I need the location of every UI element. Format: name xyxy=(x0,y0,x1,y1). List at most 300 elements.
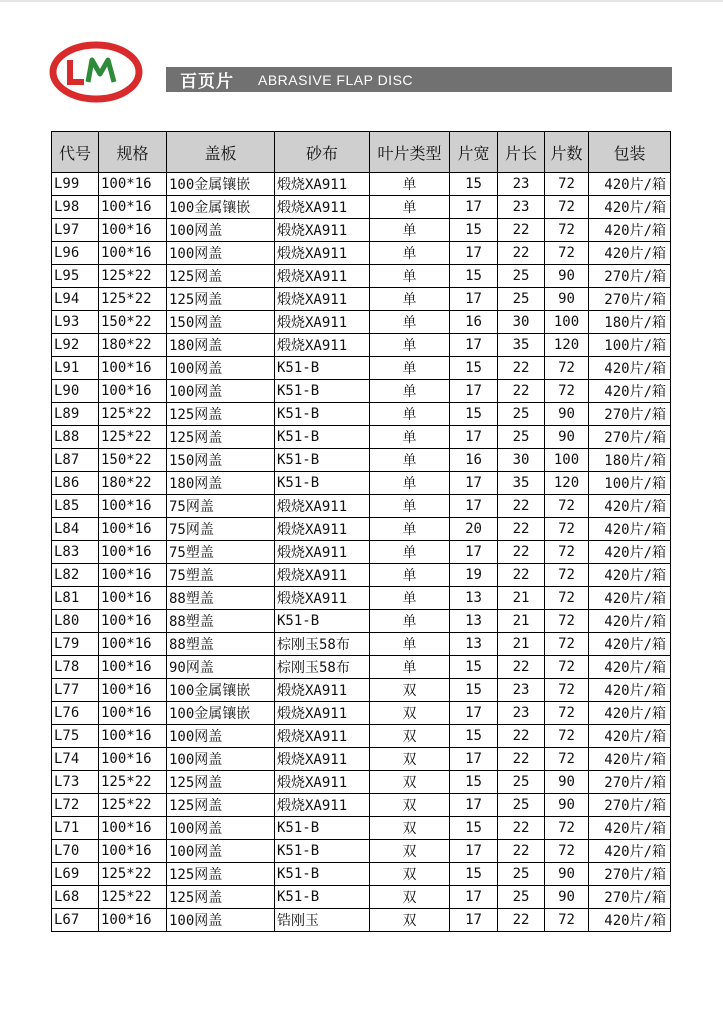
table-row xyxy=(52,909,671,932)
cell-packing: 100片/箱 xyxy=(589,472,671,495)
cell-flap-type: 单 xyxy=(370,472,450,495)
cell-flap-length: 30 xyxy=(498,449,545,472)
table-row xyxy=(52,449,671,472)
cell-packing: 420片/箱 xyxy=(589,725,671,748)
cell-cloth: 煅烧XA911 xyxy=(275,702,370,725)
cell-code: L99 xyxy=(52,173,99,196)
cell-flap-width: 17 xyxy=(450,840,498,863)
table-row xyxy=(52,173,671,196)
cell-cloth: K51-B xyxy=(275,610,370,633)
cell-packing: 180片/箱 xyxy=(589,311,671,334)
cell-cloth: 煅烧XA911 xyxy=(275,311,370,334)
cell-packing: 270片/箱 xyxy=(589,886,671,909)
cell-flap-count: 120 xyxy=(545,472,589,495)
cell-flap-length: 22 xyxy=(498,495,545,518)
table-row xyxy=(52,840,671,863)
cell-flap-length: 25 xyxy=(498,403,545,426)
table-row xyxy=(52,587,671,610)
cell-packing: 420片/箱 xyxy=(589,610,671,633)
cell-cloth: 棕刚玉58布 xyxy=(275,656,370,679)
cell-cover: 100网盖 xyxy=(167,357,275,380)
table-row xyxy=(52,610,671,633)
cell-flap-length: 22 xyxy=(498,357,545,380)
cell-cover: 90网盖 xyxy=(167,656,275,679)
cell-cover: 88塑盖 xyxy=(167,633,275,656)
cell-cover: 125网盖 xyxy=(167,403,275,426)
cell-cover: 125网盖 xyxy=(167,863,275,886)
cell-cover: 150网盖 xyxy=(167,311,275,334)
cell-flap-type: 双 xyxy=(370,771,450,794)
cell-packing: 420片/箱 xyxy=(589,587,671,610)
cell-packing: 420片/箱 xyxy=(589,748,671,771)
cell-flap-type: 双 xyxy=(370,725,450,748)
cell-flap-length: 22 xyxy=(498,840,545,863)
cell-flap-count: 72 xyxy=(545,679,589,702)
cell-code: L93 xyxy=(52,311,99,334)
cell-size: 100*16 xyxy=(99,587,167,610)
cell-cloth: K51-B xyxy=(275,380,370,403)
cell-flap-length: 30 xyxy=(498,311,545,334)
table-row xyxy=(52,426,671,449)
cell-flap-type: 双 xyxy=(370,748,450,771)
cell-packing: 420片/箱 xyxy=(589,357,671,380)
column-header-code: 代号 xyxy=(52,132,99,173)
cell-code: L78 xyxy=(52,656,99,679)
cell-size: 100*16 xyxy=(99,242,167,265)
cell-flap-length: 22 xyxy=(498,564,545,587)
cell-flap-type: 单 xyxy=(370,587,450,610)
cell-cloth: 煅烧XA911 xyxy=(275,725,370,748)
table-row xyxy=(52,288,671,311)
cell-flap-count: 72 xyxy=(545,357,589,380)
cell-flap-width: 17 xyxy=(450,541,498,564)
cell-flap-type: 双 xyxy=(370,909,450,932)
cell-size: 150*22 xyxy=(99,449,167,472)
cell-size: 100*16 xyxy=(99,725,167,748)
cell-cover: 88塑盖 xyxy=(167,587,275,610)
cell-packing: 270片/箱 xyxy=(589,863,671,886)
top-divider xyxy=(0,0,723,2)
cell-flap-length: 25 xyxy=(498,771,545,794)
cell-flap-count: 90 xyxy=(545,426,589,449)
cell-flap-count: 72 xyxy=(545,518,589,541)
cell-cover: 75塑盖 xyxy=(167,541,275,564)
cell-flap-count: 72 xyxy=(545,541,589,564)
cell-size: 150*22 xyxy=(99,311,167,334)
cell-flap-type: 单 xyxy=(370,357,450,380)
cell-packing: 270片/箱 xyxy=(589,794,671,817)
cell-flap-length: 25 xyxy=(498,265,545,288)
cell-flap-length: 22 xyxy=(498,219,545,242)
cell-flap-width: 15 xyxy=(450,265,498,288)
cell-size: 100*16 xyxy=(99,495,167,518)
cell-cloth: 煅烧XA911 xyxy=(275,288,370,311)
table-row xyxy=(52,633,671,656)
cell-flap-width: 15 xyxy=(450,771,498,794)
cell-flap-length: 22 xyxy=(498,242,545,265)
cell-cover: 100金属镶嵌 xyxy=(167,173,275,196)
cell-size: 100*16 xyxy=(99,610,167,633)
cell-flap-width: 17 xyxy=(450,748,498,771)
cell-flap-type: 单 xyxy=(370,334,450,357)
cell-flap-type: 双 xyxy=(370,840,450,863)
cell-flap-count: 90 xyxy=(545,288,589,311)
cell-code: L68 xyxy=(52,886,99,909)
cell-packing: 420片/箱 xyxy=(589,702,671,725)
cell-flap-type: 单 xyxy=(370,633,450,656)
table-row xyxy=(52,541,671,564)
cell-code: L71 xyxy=(52,817,99,840)
cell-code: L96 xyxy=(52,242,99,265)
cell-flap-length: 22 xyxy=(498,541,545,564)
cell-size: 100*16 xyxy=(99,633,167,656)
table-row xyxy=(52,725,671,748)
cell-size: 100*16 xyxy=(99,564,167,587)
cell-packing: 420片/箱 xyxy=(589,679,671,702)
cell-code: L95 xyxy=(52,265,99,288)
table-row xyxy=(52,495,671,518)
cell-flap-width: 15 xyxy=(450,817,498,840)
cell-size: 100*16 xyxy=(99,909,167,932)
column-header-flap-type: 叶片类型 xyxy=(370,132,450,173)
cell-cloth: K51-B xyxy=(275,840,370,863)
cell-size: 125*22 xyxy=(99,886,167,909)
cell-code: L67 xyxy=(52,909,99,932)
cell-cloth: 煅烧XA911 xyxy=(275,794,370,817)
cell-flap-length: 22 xyxy=(498,909,545,932)
cell-cover: 100网盖 xyxy=(167,725,275,748)
cell-cloth: 煅烧XA911 xyxy=(275,564,370,587)
cell-flap-count: 72 xyxy=(545,702,589,725)
table-row xyxy=(52,242,671,265)
cell-flap-length: 22 xyxy=(498,725,545,748)
cell-cloth: 煅烧XA911 xyxy=(275,495,370,518)
cell-flap-count: 72 xyxy=(545,173,589,196)
cell-flap-count: 120 xyxy=(545,334,589,357)
table-row xyxy=(52,196,671,219)
cell-size: 125*22 xyxy=(99,794,167,817)
cell-flap-count: 90 xyxy=(545,403,589,426)
cell-flap-count: 72 xyxy=(545,909,589,932)
cell-cloth: 煅烧XA911 xyxy=(275,265,370,288)
cell-packing: 420片/箱 xyxy=(589,380,671,403)
cell-code: L72 xyxy=(52,794,99,817)
cell-flap-width: 17 xyxy=(450,242,498,265)
cell-flap-type: 单 xyxy=(370,541,450,564)
cell-flap-width: 16 xyxy=(450,449,498,472)
cell-cover: 100金属镶嵌 xyxy=(167,679,275,702)
cell-cloth: 锆刚玉 xyxy=(275,909,370,932)
column-header-cloth: 砂布 xyxy=(275,132,370,173)
cell-flap-type: 单 xyxy=(370,311,450,334)
table-row xyxy=(52,702,671,725)
cell-cover: 125网盖 xyxy=(167,794,275,817)
cell-packing: 420片/箱 xyxy=(589,242,671,265)
cell-flap-count: 90 xyxy=(545,886,589,909)
cell-size: 125*22 xyxy=(99,265,167,288)
company-logo xyxy=(48,40,144,104)
cell-flap-length: 23 xyxy=(498,679,545,702)
cell-flap-type: 单 xyxy=(370,449,450,472)
cell-size: 100*16 xyxy=(99,702,167,725)
cell-cloth: 煅烧XA911 xyxy=(275,219,370,242)
cell-code: L90 xyxy=(52,380,99,403)
cell-flap-count: 72 xyxy=(545,725,589,748)
table-row xyxy=(52,679,671,702)
cell-flap-type: 单 xyxy=(370,265,450,288)
cell-flap-width: 17 xyxy=(450,380,498,403)
cell-flap-type: 双 xyxy=(370,817,450,840)
cell-size: 100*16 xyxy=(99,196,167,219)
cell-flap-width: 15 xyxy=(450,219,498,242)
cell-cover: 75网盖 xyxy=(167,495,275,518)
cell-flap-width: 15 xyxy=(450,679,498,702)
cell-size: 100*16 xyxy=(99,748,167,771)
column-header-size: 规格 xyxy=(99,132,167,173)
cell-cover: 100网盖 xyxy=(167,242,275,265)
cell-flap-count: 72 xyxy=(545,196,589,219)
cell-code: L76 xyxy=(52,702,99,725)
cell-cloth: 煅烧XA911 xyxy=(275,748,370,771)
table-row xyxy=(52,564,671,587)
cell-flap-width: 16 xyxy=(450,311,498,334)
cell-flap-length: 22 xyxy=(498,380,545,403)
cell-packing: 420片/箱 xyxy=(589,817,671,840)
cell-packing: 270片/箱 xyxy=(589,771,671,794)
cell-cover: 125网盖 xyxy=(167,886,275,909)
cell-flap-type: 单 xyxy=(370,196,450,219)
cell-cloth: 煅烧XA911 xyxy=(275,541,370,564)
table-header-row xyxy=(52,132,671,173)
cell-cloth: 煅烧XA911 xyxy=(275,173,370,196)
cell-flap-length: 21 xyxy=(498,610,545,633)
cell-cloth: K51-B xyxy=(275,472,370,495)
table-row xyxy=(52,817,671,840)
cell-cover: 100网盖 xyxy=(167,748,275,771)
cell-flap-type: 单 xyxy=(370,656,450,679)
title-cn: 百页片 xyxy=(180,72,234,92)
cell-size: 125*22 xyxy=(99,863,167,886)
cell-code: L92 xyxy=(52,334,99,357)
cell-code: L81 xyxy=(52,587,99,610)
cell-packing: 270片/箱 xyxy=(589,426,671,449)
cell-flap-type: 双 xyxy=(370,702,450,725)
cell-cloth: 煅烧XA911 xyxy=(275,518,370,541)
cell-flap-type: 双 xyxy=(370,886,450,909)
cell-size: 100*16 xyxy=(99,219,167,242)
cell-flap-length: 25 xyxy=(498,886,545,909)
cell-flap-type: 单 xyxy=(370,564,450,587)
cell-packing: 420片/箱 xyxy=(589,518,671,541)
cell-flap-count: 72 xyxy=(545,817,589,840)
table-row xyxy=(52,403,671,426)
cell-code: L79 xyxy=(52,633,99,656)
table-row xyxy=(52,886,671,909)
cell-code: L82 xyxy=(52,564,99,587)
table-row xyxy=(52,311,671,334)
cell-packing: 420片/箱 xyxy=(589,656,671,679)
cell-flap-width: 17 xyxy=(450,886,498,909)
cell-cover: 125网盖 xyxy=(167,426,275,449)
cell-flap-width: 15 xyxy=(450,656,498,679)
cell-flap-length: 25 xyxy=(498,863,545,886)
cell-cover: 100网盖 xyxy=(167,909,275,932)
cell-code: L75 xyxy=(52,725,99,748)
cell-code: L88 xyxy=(52,426,99,449)
cell-cover: 75网盖 xyxy=(167,518,275,541)
title-banner xyxy=(166,67,672,92)
cell-cloth: K51-B xyxy=(275,403,370,426)
cell-packing: 270片/箱 xyxy=(589,288,671,311)
cell-flap-count: 72 xyxy=(545,840,589,863)
cell-packing: 100片/箱 xyxy=(589,334,671,357)
cell-flap-width: 15 xyxy=(450,863,498,886)
cell-flap-width: 13 xyxy=(450,587,498,610)
column-header-flap-count: 片数 xyxy=(545,132,589,173)
cell-flap-type: 单 xyxy=(370,403,450,426)
cell-flap-width: 17 xyxy=(450,288,498,311)
cell-cover: 100金属镶嵌 xyxy=(167,702,275,725)
cell-flap-width: 17 xyxy=(450,794,498,817)
cell-size: 100*16 xyxy=(99,840,167,863)
cell-cloth: K51-B xyxy=(275,817,370,840)
cell-flap-length: 35 xyxy=(498,334,545,357)
cell-flap-type: 单 xyxy=(370,610,450,633)
table-row xyxy=(52,334,671,357)
cell-code: L91 xyxy=(52,357,99,380)
cell-cloth: 煅烧XA911 xyxy=(275,334,370,357)
cell-flap-width: 15 xyxy=(450,357,498,380)
table-row xyxy=(52,518,671,541)
cell-size: 100*16 xyxy=(99,817,167,840)
cell-flap-count: 72 xyxy=(545,748,589,771)
cell-flap-width: 17 xyxy=(450,495,498,518)
cell-cover: 125网盖 xyxy=(167,288,275,311)
table-row xyxy=(52,863,671,886)
table-row xyxy=(52,771,671,794)
cell-flap-width: 17 xyxy=(450,909,498,932)
cell-packing: 420片/箱 xyxy=(589,840,671,863)
cell-flap-length: 22 xyxy=(498,656,545,679)
cell-cover: 125网盖 xyxy=(167,771,275,794)
cell-flap-length: 22 xyxy=(498,817,545,840)
cell-cloth: 煅烧XA911 xyxy=(275,196,370,219)
cell-flap-count: 100 xyxy=(545,311,589,334)
cell-cover: 100网盖 xyxy=(167,817,275,840)
cell-size: 100*16 xyxy=(99,518,167,541)
cell-flap-length: 25 xyxy=(498,426,545,449)
cell-flap-length: 22 xyxy=(498,518,545,541)
cell-flap-type: 单 xyxy=(370,426,450,449)
cell-flap-count: 72 xyxy=(545,380,589,403)
cell-cover: 150网盖 xyxy=(167,449,275,472)
cell-cover: 88塑盖 xyxy=(167,610,275,633)
cell-code: L84 xyxy=(52,518,99,541)
cell-flap-width: 19 xyxy=(450,564,498,587)
cell-flap-type: 单 xyxy=(370,173,450,196)
cell-packing: 180片/箱 xyxy=(589,449,671,472)
cell-code: L73 xyxy=(52,771,99,794)
table-body xyxy=(52,173,671,932)
cell-cloth: 煅烧XA911 xyxy=(275,587,370,610)
cell-flap-count: 72 xyxy=(545,219,589,242)
cell-flap-type: 单 xyxy=(370,380,450,403)
cell-packing: 420片/箱 xyxy=(589,541,671,564)
cell-packing: 420片/箱 xyxy=(589,196,671,219)
cell-size: 100*16 xyxy=(99,541,167,564)
cell-packing: 420片/箱 xyxy=(589,173,671,196)
column-header-flap-length: 片长 xyxy=(498,132,545,173)
cell-flap-type: 单 xyxy=(370,288,450,311)
cell-cloth: K51-B xyxy=(275,863,370,886)
cell-packing: 420片/箱 xyxy=(589,633,671,656)
cell-size: 125*22 xyxy=(99,403,167,426)
table-row xyxy=(52,265,671,288)
cell-size: 100*16 xyxy=(99,679,167,702)
cell-flap-type: 单 xyxy=(370,518,450,541)
title-en: ABRASIVE FLAP DISC xyxy=(258,71,414,88)
cell-code: L80 xyxy=(52,610,99,633)
table-row xyxy=(52,357,671,380)
cell-cover: 100金属镶嵌 xyxy=(167,196,275,219)
cell-size: 100*16 xyxy=(99,357,167,380)
cell-cloth: K51-B xyxy=(275,357,370,380)
cell-flap-length: 22 xyxy=(498,748,545,771)
cell-code: L98 xyxy=(52,196,99,219)
column-header-flap-width: 片宽 xyxy=(450,132,498,173)
cell-flap-count: 90 xyxy=(545,265,589,288)
cell-packing: 420片/箱 xyxy=(589,909,671,932)
cell-size: 100*16 xyxy=(99,173,167,196)
cell-cloth: K51-B xyxy=(275,449,370,472)
cell-size: 125*22 xyxy=(99,771,167,794)
cell-code: L94 xyxy=(52,288,99,311)
table-row xyxy=(52,219,671,242)
cell-flap-count: 90 xyxy=(545,771,589,794)
cell-flap-width: 17 xyxy=(450,426,498,449)
cell-flap-type: 单 xyxy=(370,242,450,265)
cell-code: L85 xyxy=(52,495,99,518)
cell-packing: 420片/箱 xyxy=(589,564,671,587)
cell-cover: 180网盖 xyxy=(167,472,275,495)
cell-packing: 420片/箱 xyxy=(589,219,671,242)
cell-code: L69 xyxy=(52,863,99,886)
table-row xyxy=(52,794,671,817)
table-row xyxy=(52,748,671,771)
product-spec-table xyxy=(51,131,671,932)
cell-cloth: 煅烧XA911 xyxy=(275,679,370,702)
cell-code: L97 xyxy=(52,219,99,242)
cell-cover: 100网盖 xyxy=(167,380,275,403)
cell-flap-length: 23 xyxy=(498,173,545,196)
cell-code: L77 xyxy=(52,679,99,702)
cell-code: L70 xyxy=(52,840,99,863)
cell-flap-type: 单 xyxy=(370,495,450,518)
cell-cloth: 煅烧XA911 xyxy=(275,242,370,265)
cell-flap-length: 23 xyxy=(498,702,545,725)
cell-flap-width: 17 xyxy=(450,702,498,725)
cell-flap-count: 90 xyxy=(545,794,589,817)
cell-cover: 100网盖 xyxy=(167,840,275,863)
cell-cover: 100网盖 xyxy=(167,219,275,242)
cell-flap-width: 15 xyxy=(450,173,498,196)
cell-flap-width: 17 xyxy=(450,472,498,495)
cell-code: L83 xyxy=(52,541,99,564)
cell-flap-type: 双 xyxy=(370,679,450,702)
cell-packing: 270片/箱 xyxy=(589,265,671,288)
cell-flap-type: 双 xyxy=(370,863,450,886)
cell-packing: 270片/箱 xyxy=(589,403,671,426)
